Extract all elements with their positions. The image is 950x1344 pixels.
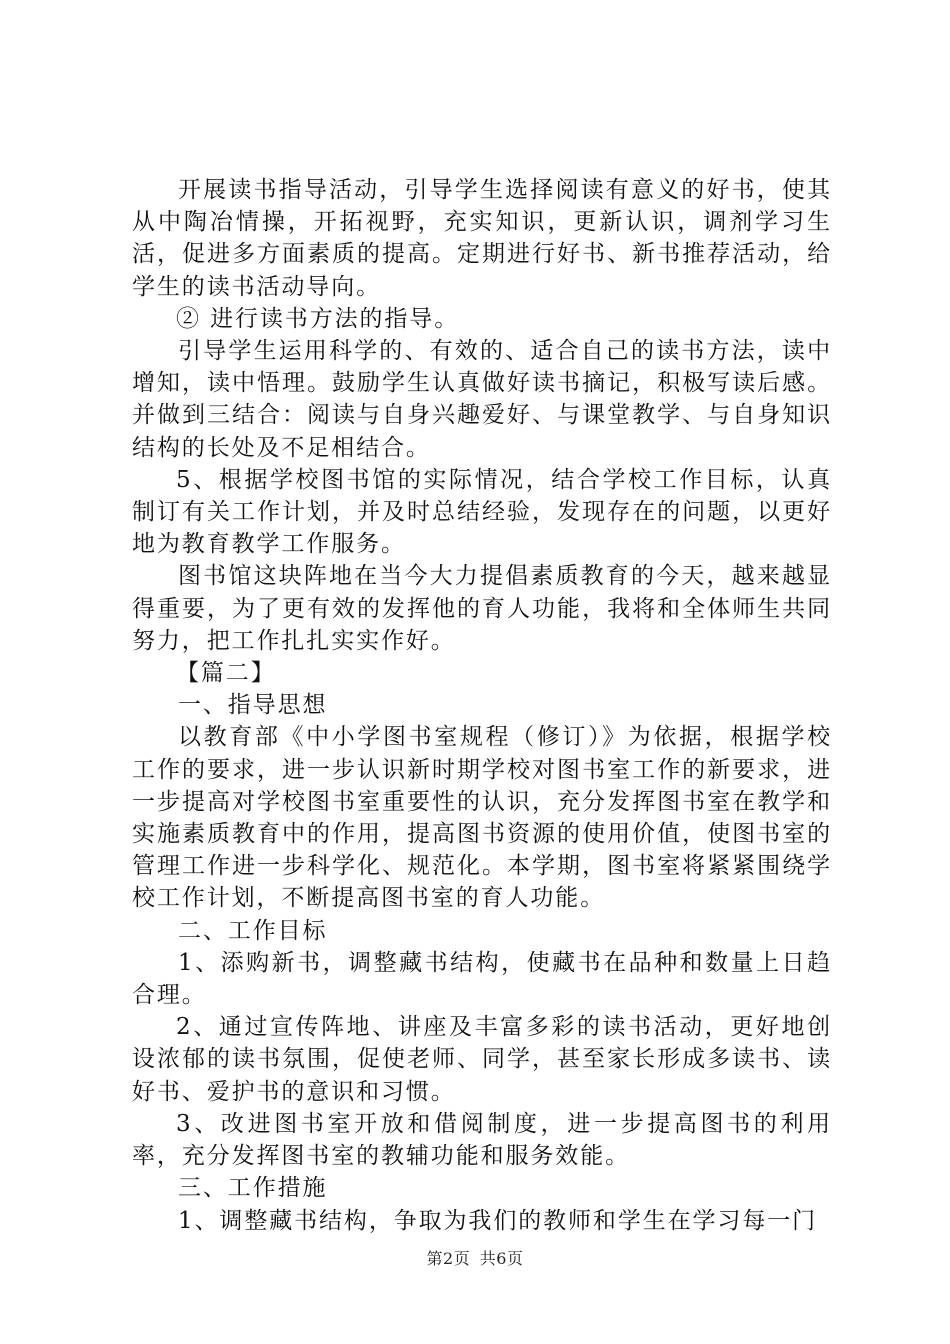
paragraph-conclusion: 图书馆这块阵地在当今大力提倡素质教育的今天，越来越显得重要，为了更有效的发挥他的育人功能，我将和全体师生共同努力，把工作扎扎实实作好。	[132, 563, 832, 654]
page-total: 共6页	[479, 1249, 524, 1268]
paragraph-guiding-ideology: 以教育部《中小学图书室规程（修订）》为依据，根据学校工作的要求，进一步认识新时期学校对图书室工作的新要求，进一步提高对学校图书室重要性的认识，充分发挥图书室在教学和实施素质教育中的作用，提高图书资源的使用价值，使图书室的管理工作进一步科学化、规范化。本学期，图书室将紧紧围绕学校工作计划，不断提高图书室的育人功能。	[132, 724, 832, 912]
paragraph-reading-methods-heading: ② 进行读书方法的指导。	[176, 305, 460, 332]
heading-guiding-ideology: 一、指导思想	[178, 692, 328, 719]
heading-work-goals: 二、工作目标	[178, 917, 328, 944]
paragraph-reading-methods: 引导学生运用科学的、有效的、适合自己的读书方法，读中增知，读中悟理。鼓励学生认真做好读书摘记，积极写读后感。并做到三结合：阅读与自身兴趣爱好、与课堂教学、与自身知识结构的长处及不足相结合。	[132, 338, 832, 461]
heading-work-measures: 三、工作措施	[178, 1175, 328, 1202]
paragraph-reading-guidance: 开展读书指导活动，引导学生选择阅读有意义的好书，使其从中陶冶情操，开拓视野，充实知识，更新认识，调剂学习生活，促进多方面素质的提高。定期进行好书、新书推荐活动，给学生的读书活动导向。	[132, 177, 832, 300]
paragraph-goal-3: 3、改进图书室开放和借阅制度，进一步提高图书的利用率，充分发挥图书室的教辅功能和服务效能。	[132, 1110, 832, 1170]
paragraph-item-5: 5、根据学校图书馆的实际情况，结合学校工作目标，认真制订有关工作计划，并及时总结经验，发现存在的问题，以更好地为教育教学工作服务。	[132, 466, 832, 558]
section-heading-part-two: 【篇二】	[176, 660, 276, 687]
paragraph-goal-1: 1、添购新书，调整藏书结构，使藏书在品种和数量上日趋合理。	[132, 949, 832, 1009]
paragraph-measure-1: 1、调整藏书结构，争取为我们的教师和学生在学习每一门	[178, 1207, 818, 1234]
paragraph-goal-2: 2、通过宣传阵地、讲座及丰富多彩的读书活动，更好地创设浓郁的读书氛围，促使老师、同学，甚至家长形成多读书、读好书、爱护书的意识和习惯。	[132, 1014, 832, 1105]
document-body	[132, 174, 832, 1237]
page-number: 第2页	[426, 1249, 471, 1268]
page-footer	[0, 1246, 950, 1269]
